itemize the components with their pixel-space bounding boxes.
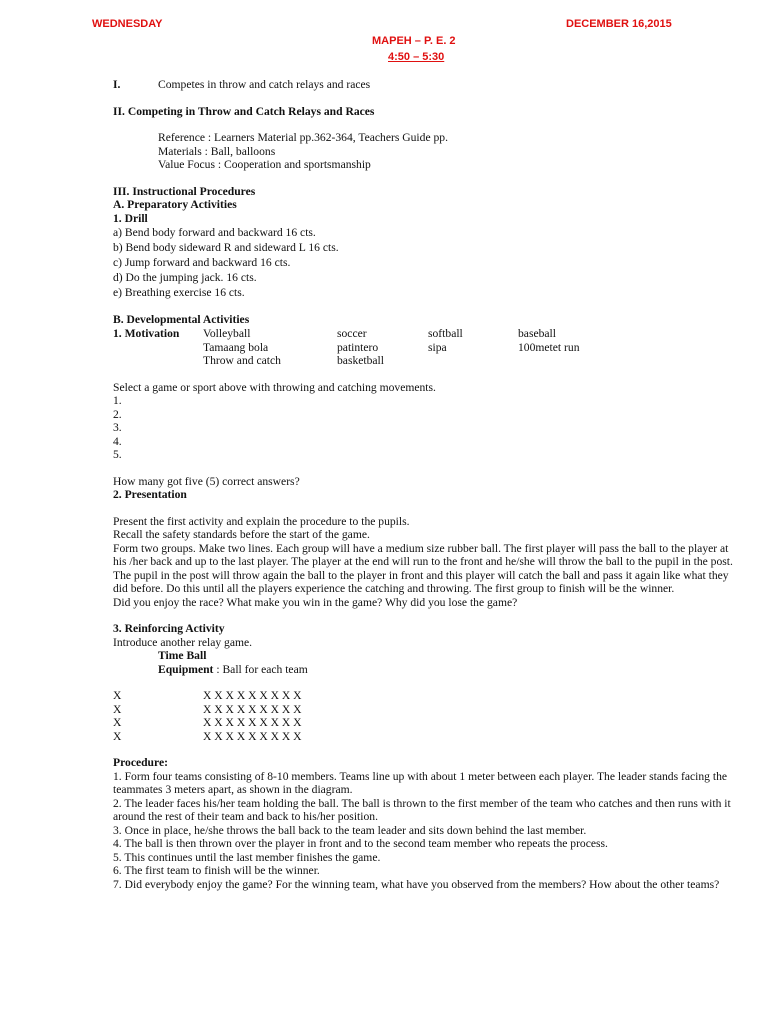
leader-mark: X: [113, 729, 122, 743]
list-item: b) Bend body sideward R and sideward L 16 cts.: [113, 241, 339, 254]
leader-mark: X: [113, 702, 122, 716]
table-cell: basketball: [337, 354, 385, 367]
equipment-line: [113, 663, 743, 677]
drill-list: [113, 225, 743, 300]
lesson-body: [113, 78, 743, 891]
day-label: WEDNESDAY: [92, 18, 163, 30]
reference-line: Reference : Learners Material pp.362-364, Teachers Guide pp.: [158, 131, 448, 144]
list-item: c) Jump forward and backward 16 cts.: [113, 256, 291, 269]
leader-mark: X: [113, 689, 122, 702]
team-marks: X X X X X X X X X: [203, 689, 302, 702]
presentation-title: 2. Presentation: [113, 488, 187, 501]
sports-table: [203, 327, 743, 368]
diagram-row: [113, 730, 743, 744]
table-cell: Throw and catch: [203, 354, 281, 367]
reinforcing-intro: Introduce another relay game.: [113, 635, 253, 649]
table-cell: Tamaang bola: [203, 340, 269, 354]
equipment-value: : Ball for each team: [213, 662, 308, 676]
table-cell: Volleyball: [203, 327, 251, 340]
diagram-row: [113, 689, 743, 703]
list-item: 5. This continues until the last member finishes the game.: [113, 850, 381, 864]
table-cell: [518, 354, 628, 368]
objective-text: Competes in throw and catch relays and races: [158, 78, 371, 91]
list-item: e) Breathing exercise 16 cts.: [113, 286, 245, 299]
procedure-steps: [113, 770, 743, 892]
blank-item: 3.: [113, 421, 122, 434]
developmental-title: B. Developmental Activities: [113, 313, 250, 326]
paragraph-line: Recall the safety standards before the start of the game.: [113, 528, 370, 541]
blank-item: 5.: [113, 448, 122, 461]
table-cell: patintero: [337, 340, 379, 354]
blank-item: 1.: [113, 394, 122, 407]
list-item: 3. Once in place, he/she throws the ball back to the team leader and sits down behind the last member.: [113, 823, 587, 837]
list-item: 6. The first team to finish will be the winner.: [113, 864, 320, 877]
table-cell: soccer: [337, 327, 367, 340]
team-marks: X X X X X X X X X: [203, 729, 302, 743]
table-row: [203, 341, 743, 355]
paragraph-line: Did you enjoy the race? What make you win in the game? Why did you lose the game?: [113, 595, 518, 609]
list-item: 2. The leader faces his/her team holding the ball. The ball is thrown to the first member of the team who catches and then runs with it around the rest of their team and back to his/her position.: [113, 796, 731, 823]
list-item: 1. Form four teams consisting of 8-10 members. Teams line up with about 1 meter between each player. The leader stands facing the teammates 3 meters apart, as shown in the diagram.: [113, 769, 728, 796]
team-marks: X X X X X X X X X: [203, 702, 302, 716]
blank-item: 4.: [113, 434, 122, 448]
leader-mark: X: [113, 716, 122, 729]
game-name: Time Ball: [158, 649, 207, 662]
how-many-question: How many got five (5) correct answers?: [113, 474, 300, 488]
diagram-row: [113, 716, 743, 730]
procedure-title: Procedure:: [113, 756, 168, 769]
table-cell: baseball: [518, 327, 556, 340]
value-focus-line: Value Focus : Cooperation and sportsmanship: [158, 158, 371, 171]
preparatory-title: A. Preparatory Activities: [113, 198, 237, 211]
paragraph-line: Present the first activity and explain the procedure to the pupils.: [113, 514, 410, 528]
motivation-title: 1. Motivation: [113, 326, 180, 340]
objective-line: [113, 78, 743, 92]
select-instruction: Select a game or sport above with throwing and catching movements.: [113, 380, 436, 394]
objective-number: I.: [113, 78, 121, 91]
time-label: 4:50 – 5:30: [388, 51, 445, 63]
table-row: [203, 354, 743, 368]
table-cell: softball: [428, 327, 463, 340]
reinforcing-title: 3. Reinforcing Activity: [113, 622, 225, 635]
team-marks: X X X X X X X X X: [203, 716, 302, 729]
table-row: [203, 327, 743, 341]
date-label: DECEMBER 16,2015: [566, 18, 672, 30]
list-item: 4. The ball is then thrown over the player in front and to the second team member who repeats the process.: [113, 837, 608, 850]
list-item: 7. Did everybody enjoy the game? For the winning team, what have you observed from the members? How about the other teams?: [113, 877, 720, 891]
diagram-row: [113, 703, 743, 717]
team-diagram: [113, 689, 743, 743]
table-cell: 100metet run: [518, 340, 580, 354]
presentation-paragraph: [113, 515, 743, 610]
subject-label: MAPEH – P. E. 2: [372, 35, 456, 47]
materials-line: Materials : Ball, balloons: [158, 144, 276, 158]
list-item: a) Bend body forward and backward 16 cts.: [113, 226, 316, 239]
procedures-title: III. Instructional Procedures: [113, 184, 256, 198]
equipment-label: Equipment: [158, 662, 214, 676]
drill-title: 1. Drill: [113, 211, 148, 225]
table-cell: [428, 354, 518, 368]
blank-item: 2.: [113, 407, 122, 421]
paragraph-line: Form two groups. Make two lines. Each group will have a medium size rubber ball. The first player will pass the ball to the player at his /her back and up to the last player. The player at the end will run to the front and he/she will throw the ball to the pupil in the post. The pupil in the post will throw again the ball to the player in front and this player will catch the ball and pass it again like what they did before. Do this until all the players experience the catching and throwing. The first group to finish will be the winner.: [113, 541, 733, 595]
list-item: d) Do the jumping jack. 16 cts.: [113, 271, 257, 284]
table-cell: sipa: [428, 340, 447, 354]
subject-matter-title: II. Competing in Throw and Catch Relays and Races: [113, 104, 375, 118]
